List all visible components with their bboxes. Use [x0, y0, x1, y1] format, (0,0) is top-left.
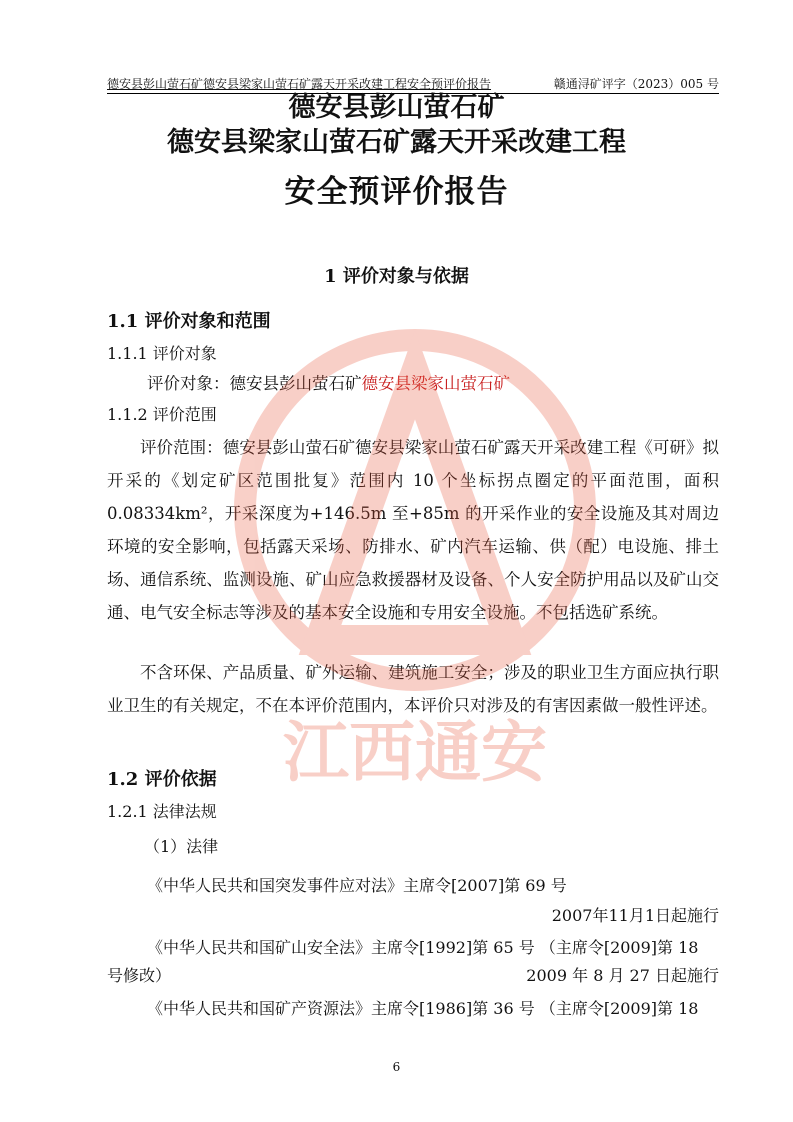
- object-text: 评价对象：德安县彭山萤石矿: [147, 374, 362, 393]
- law-name: 《中华人民共和国突发事件应对法》主席令[2007]第 69 号: [147, 876, 567, 895]
- title-line-1: 德安县彭山萤石矿: [288, 92, 505, 123]
- section-1-1-heading: 1.1 评价对象和范围: [107, 311, 271, 332]
- law-name: 《中华人民共和国矿产资源法》主席令[1986]第 36 号 （主席令[2009]第 18: [147, 999, 699, 1018]
- watermark-text: 江西通安: [283, 714, 547, 791]
- law-item: [107, 875, 719, 897]
- subsection-laws: （1）法律: [144, 837, 219, 856]
- section-1-2-1-heading: 1.2.1 法律法规: [107, 802, 217, 821]
- scope-paragraph-2: 不含环保、产品质量、矿外运输、建筑施工安全；涉及的职业卫生方面应执行职业卫生的有关规定，不在本评价范围内，本评价只对涉及的有害因素做一般性评述。: [107, 663, 719, 715]
- law-date: 2009 年 8 月 27 日起施行: [526, 966, 719, 985]
- law-item: [107, 937, 719, 959]
- section-1-1-1-heading: 1.1.1 评价对象: [107, 344, 217, 363]
- section-1-1-2-heading: 1.1.2 评价范围: [107, 405, 217, 424]
- scope-paragraph-1: 评价范围：德安县彭山萤石矿德安县梁家山萤石矿露天开采改建工程《可研》拟开采的《划定矿区范围批复》范围内 10 个坐标拐点圈定的平面范围，面积 0.08334km²，开采深度为+146.5m 至+85m 的开采作业的安全设施及其对周边环境的安全影响，包括露天采场、防排水、矿内汽车运输、供（配）电设施、排土场、通信系统、监测设施、矿山应急救援器材及设备、个人安全防护用品以及矿山交通、电气安全标志等涉及的基本安全设施和专用安全设施。不包括选矿系统。: [107, 438, 719, 622]
- law-name: 《中华人民共和国矿山安全法》主席令[1992]第 65 号 （主席令[2009]第 18: [147, 938, 699, 957]
- law-date: 2007年11月1日起施行: [551, 906, 719, 925]
- law-item: [107, 998, 719, 1020]
- chapter-heading: 1 评价对象与依据: [324, 266, 469, 287]
- title-line-3: 安全预评价报告: [284, 174, 509, 210]
- law-name-continued: 号修改）: [107, 966, 172, 985]
- law-item-continued: [107, 965, 719, 987]
- title-line-2: 德安县梁家山萤石矿露天开采改建工程: [167, 127, 626, 158]
- object-text-red: 德安县梁家山萤石矿: [361, 374, 510, 393]
- section-1-2-heading: 1.2 评价依据: [107, 769, 217, 790]
- header-report-title: 德安县彭山萤石矿德安县梁家山萤石矿露天开采改建工程安全预评价报告: [107, 77, 492, 91]
- page-number: 6: [392, 1060, 401, 1074]
- header-report-number: 赣通浔矿评字（2023）005 号: [553, 77, 719, 91]
- object-paragraph: [147, 367, 719, 400]
